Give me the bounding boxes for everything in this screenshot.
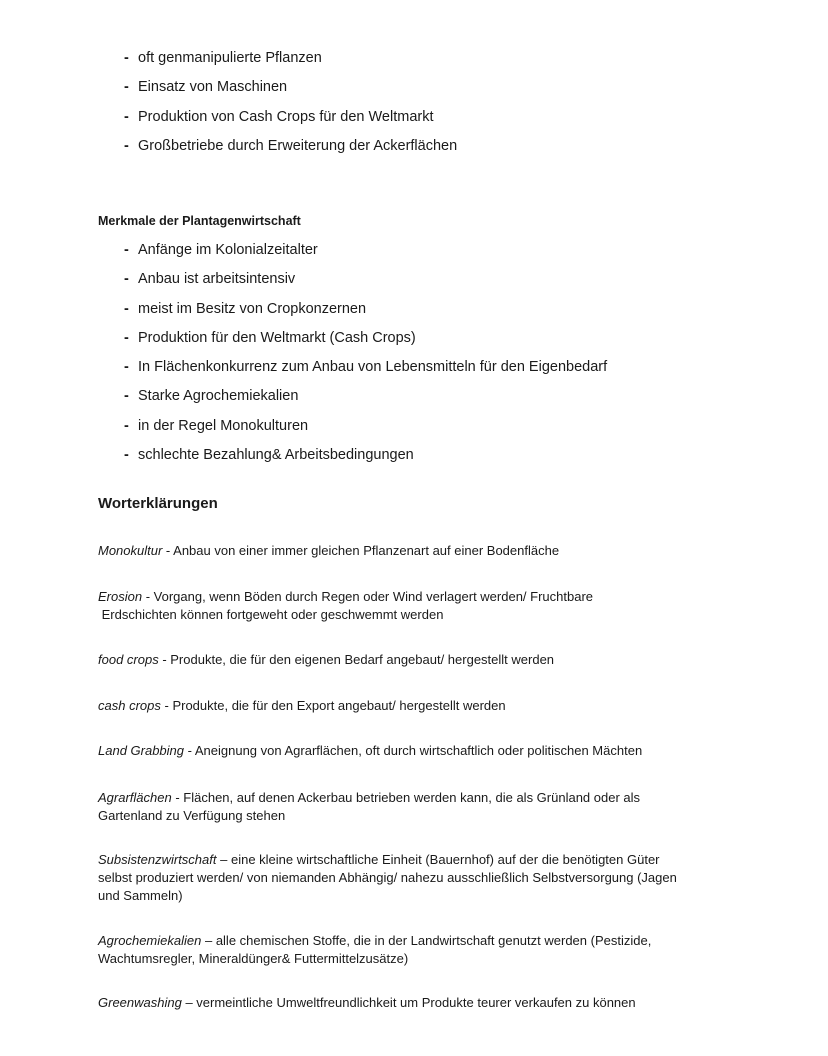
glossary-term: Land Grabbing <box>98 743 185 758</box>
list-item: - Großbetriebe durch Erweiterung der Ackerflächen <box>124 132 457 161</box>
list-item: - Produktion von Cash Crops für den Weltmarkt <box>124 103 457 132</box>
glossary-definition: eine kleine wirtschaftliche Einheit (Bauernhof) auf der die benötigten Güter <box>230 852 660 867</box>
glossary-term: Agrarflächen <box>98 790 172 805</box>
feature-list <box>124 44 457 161</box>
glossary-definition: Produkte, die für den eigenen Bedarf angebaut/ hergestellt werden <box>170 652 555 667</box>
dash-bullet-icon: - <box>124 79 129 96</box>
list-item: - In Flächenkonkurrenz zum Anbau von Lebensmitteln für den Eigenbedarf <box>124 353 607 382</box>
dash-bullet-icon: - <box>124 359 129 376</box>
plantation-list <box>124 236 607 470</box>
glossary-entry: Agrochemiekalien – alle chemischen Stoffe, die in der Landwirtschaft genutzt werden (Pestizide, Wachtumsregler, Mineraldünger& Futtermittelzusätze) <box>98 933 652 966</box>
glossary-definition: vermeintliche Umweltfreundlichkeit um Produkte teurer verkaufen zu können <box>196 995 636 1010</box>
glossary-entry: food crops - Produkte, die für den eigenen Bedarf angebaut/ hergestellt werden <box>98 652 555 667</box>
glossary-definition: Produkte, die für den Export angebaut/ hergestellt werden <box>172 698 506 713</box>
list-item: - oft genmanipulierte Pflanzen <box>124 44 457 73</box>
list-item: - meist im Besitz von Cropkonzernen <box>124 295 607 324</box>
dash-bullet-icon: - <box>124 300 129 317</box>
plantation-heading: Merkmale der Plantagenwirtschaft <box>98 214 301 228</box>
list-item: - Anfänge im Kolonialzeitalter <box>124 236 607 265</box>
glossary-definition-cont: selbst produziert werden/ von niemanden Abhängig/ nahezu ausschließlich Selbstversorgung (Jagen <box>98 870 677 885</box>
dash-bullet-icon: - <box>124 388 129 405</box>
list-item: - Anbau ist arbeitsintensiv <box>124 265 607 294</box>
glossary-definition: Flächen, auf denen Ackerbau betrieben werden kann, die als Grünland oder als <box>183 790 641 805</box>
glossary-definition: Aneignung von Agrarflächen, oft durch wirtschaftlich oder politischen Mächten <box>194 743 643 758</box>
dash-bullet-icon: - <box>124 108 129 125</box>
dash-bullet-icon: - <box>124 417 129 434</box>
glossary-definition: Vorgang, wenn Böden durch Regen oder Wind verlagert werden/ Fruchtbare <box>153 589 594 604</box>
glossary-heading: Worterklärungen <box>98 495 218 512</box>
dash-bullet-icon: - <box>124 329 129 346</box>
glossary-definition: alle chemischen Stoffe, die in der Landwirtschaft genutzt werden (Pestizide, <box>215 933 652 948</box>
glossary-definition-cont: Gartenland zu Verfügung stehen <box>98 808 286 823</box>
dash-bullet-icon: - <box>124 137 129 154</box>
list-item: - Produktion für den Weltmarkt (Cash Crops) <box>124 324 607 353</box>
glossary-term: Monokultur <box>98 543 163 558</box>
dash-bullet-icon: - <box>124 271 129 288</box>
glossary-entry: Land Grabbing - Aneignung von Agrarflächen, oft durch wirtschaftlich oder politischen Mächten <box>98 743 643 758</box>
glossary-entry: Subsistenzwirtschaft – eine kleine wirtschaftliche Einheit (Bauernhof) auf der die benötigten Güter selbst produziert werden/ von niemanden Abhängig/ nahezu ausschließlich Selbstversorgung (Jagen und Sammeln) <box>98 852 677 903</box>
glossary-term: Agrochemiekalien <box>98 933 202 948</box>
glossary-entry: cash crops - Produkte, die für den Export angebaut/ hergestellt werden <box>98 698 506 713</box>
glossary-term: cash crops <box>98 698 161 713</box>
list-item: - schlechte Bezahlung& Arbeitsbedingungen <box>124 441 607 470</box>
glossary-term: Greenwashing <box>98 995 182 1010</box>
list-item: - in der Regel Monokulturen <box>124 412 607 441</box>
glossary-definition-cont: und Sammeln) <box>98 888 183 903</box>
glossary-entry: Erosion - Vorgang, wenn Böden durch Regen oder Wind verlagert werden/ Fruchtbare Erdschichten können fortgeweht oder geschwemmt werden <box>98 589 594 622</box>
dash-bullet-icon: - <box>124 242 129 258</box>
glossary-entry: Agrarflächen - Flächen, auf denen Ackerbau betrieben werden kann, die als Grünland oder als Gartenland zu Verfügung stehen <box>98 790 641 823</box>
dash-bullet-icon: - <box>124 447 129 464</box>
dash-bullet-icon: - <box>124 50 129 66</box>
glossary-definition: Anbau von einer immer gleichen Pflanzenart auf einer Bodenfläche <box>173 543 560 558</box>
glossary-definition-cont: Wachtumsregler, Mineraldünger& Futtermittelzusätze) <box>98 951 409 966</box>
glossary-entry: Greenwashing – vermeintliche Umweltfreundlichkeit um Produkte teurer verkaufen zu können <box>98 995 636 1010</box>
list-item: - Starke Agrochemiekalien <box>124 382 607 411</box>
glossary-term: Erosion <box>98 589 143 604</box>
glossary-entry: Monokultur - Anbau von einer immer gleichen Pflanzenart auf einer Bodenfläche <box>98 543 560 558</box>
glossary-term: food crops <box>98 652 159 667</box>
glossary-term: Subsistenzwirtschaft <box>98 852 217 867</box>
glossary-definition-cont: Erdschichten können fortgeweht oder geschwemmt werden <box>101 607 444 622</box>
list-item: - Einsatz von Maschinen <box>124 73 457 102</box>
